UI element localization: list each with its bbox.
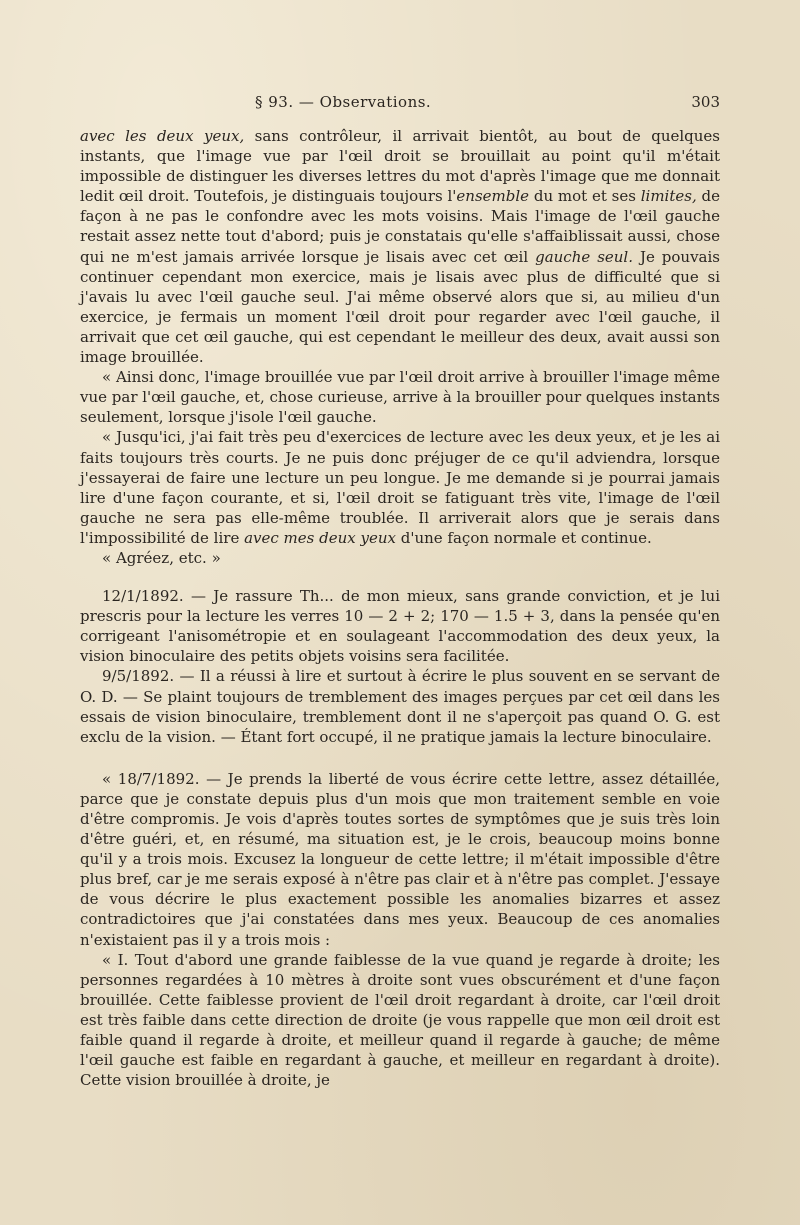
page-number: 303 [691, 93, 720, 111]
paragraph [80, 769, 720, 950]
text-run: du mot et ses [529, 187, 641, 206]
text-run: « I. Tout d'abord une grande faiblesse de la vue quand je regarde à droite; les personnes regardées à 10 mètres à droite sont vues obscurément et d'une façon brouillée. Cette faiblesse provient de l'œil droit regardant à droite, car l'œil droit est très faible dans cette direction de droite (je vous rappelle que mon œil droit est faible quand il regarde à droite, et meilleur quand il regarde à gauche; de même l'œil gauche est faible en regardant à gauche, et meilleur en regardant à droite). Cette vision brouillée à droite, je [80, 950, 720, 1090]
paragraph [80, 427, 720, 548]
section-title: § 93. — Observations. [255, 93, 432, 111]
italic-text: limites, [640, 187, 697, 206]
italic-text: ensemble [456, 187, 530, 206]
text-run: « Agréez, etc. » [102, 548, 221, 567]
italic-text: gauche seul. [535, 247, 633, 266]
body-text [80, 126, 720, 1090]
paragraph [80, 586, 720, 666]
text-run: sans contrôleur, il arrivait bientôt, au bout de quelques instants, que l'image vue par l'œil droit se brouillait au point qu'il m'était impossible de distinguer les diverses lettres du mot d'après l'image que me donnait ledit œil droit. Toutefois, je distinguais toujours l' [80, 127, 720, 206]
paragraph [80, 367, 720, 427]
text-run: 12/1/1892. — Je rassure Th... de mon mieux, sans grande conviction, et je lui prescris pour la lecture les verres 10 — 2 + 2; 170 — 1.5 + 3, dans la pensée qu'en corrigeant l'anisométropie et en soulageant l'accommodation des deux yeux, la vision binoculaire des petits objets voisins sera facilitée. [80, 587, 720, 666]
running-header [80, 93, 720, 113]
paragraph [80, 950, 720, 1091]
text-run: de façon à ne pas le confondre avec les mots voisins. Mais l'image de l'œil gauche restait assez nette tout d'abord; puis je constatais qu'elle s'affaiblissait aussi, chose qui ne m'est jamais arrivée lorsque je lisais avec cet œil [80, 187, 721, 266]
text-run: « Jusqu'ici, j'ai fait très peu d'exercices de lecture avec les deux yeux, et je les ai faits toujours très courts. Je ne puis donc préjuger de ce qu'il adviendra, lorsque j'essayerai de faire une lecture un peu longue. Je me demande si je pourrai jamais lire d'une façon courante, et si, l'œil droit se fatiguant très vite, l'image de l'œil gauche ne sera pas elle-même troublée. Il arriverait alors que je serais dans l'impossibilité de lire [80, 428, 720, 547]
paragraph [80, 548, 720, 568]
paragraph [80, 126, 720, 367]
text-run: d'une façon normale et continue. [395, 528, 652, 547]
italic-text: avec mes deux yeux [244, 528, 396, 547]
text-run: Je pouvais continuer cependant mon exercice, mais je lisais avec plus de difficulté que si j'avais lu avec l'œil gauche seul. J'ai même observé alors que si, au milieu d'un exercice, je fermais un moment l'œil droit pour regarder avec l'œil gauche, il arrivait que cet œil gauche, qui est cependant le meilleur des deux, avait aussi son image brouillée. [80, 247, 720, 367]
text-run: « Ainsi donc, l'image brouillée vue par l'œil droit arrive à brouiller l'image même vue par l'œil gauche, et, chose curieuse, arrive à la brouiller pour quelques instants seulement, lorsque j'isole l'œil gauche. [80, 368, 720, 427]
italic-text: avec les deux yeux, [80, 127, 245, 145]
paragraph [80, 666, 720, 746]
text-run: 9/5/1892. — Il a réussi à lire et surtout à écrire le plus souvent en se servant de O. D. — Se plaint toujours de tremblement des images perçues par cet œil dans les essais de vision binoculaire, tremblement dont il ne s'aperçoit pas quand O. G. est exclu de la vision. — Étant fort occupé, il ne pratique jamais la lecture binoculaire. [80, 667, 720, 746]
text-run: « 18/7/1892. — Je prends la liberté de vous écrire cette lettre, assez détaillée, parce que je constate depuis plus d'un mois que mon traitement semble en voie d'être compromis. Je vois d'après toutes sortes de symptômes que je suis très loin d'être guéri, et, en résumé, ma situation est, je le crois, beaucoup moins bonne qu'il y a trois mois. Excusez la longueur de cette lettre; il m'était impossible d'être plus bref, car je me serais exposé à n'être pas clair et à n'être pas complet. J'essaye de vous décrire le plus exactement possible les anomalies bizarres et assez contradictoires que j'ai constatées dans mes yeux. Beaucoup de ces anomalies n'existaient pas il y a trois mois : [80, 769, 720, 949]
